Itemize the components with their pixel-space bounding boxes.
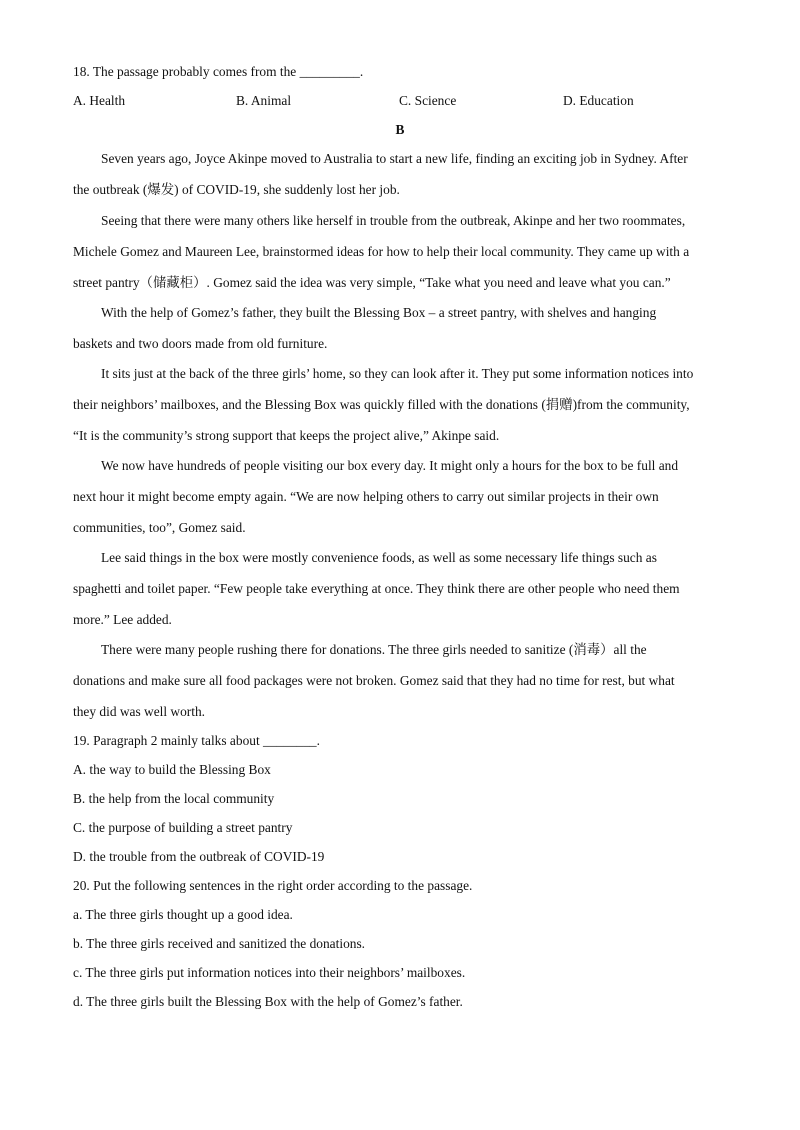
question-19-option-d: D. the trouble from the outbreak of COVID-19 xyxy=(73,849,325,864)
question-18-option-c: C. Science xyxy=(399,93,457,108)
passage-line: the outbreak (爆发) of COVID-19, she suddenly lost her job. xyxy=(73,182,400,197)
passage-line: spaghetti and toilet paper. “Few people take everything at once. They think there are other people who need them xyxy=(73,581,680,596)
passage-line: We now have hundreds of people visiting our box every day. It might only a hours for the box to be full and xyxy=(101,458,679,473)
passage-line: next hour it might become empty again. “We are now helping others to carry out similar projects in their own xyxy=(73,489,659,504)
passage-line: There were many people rushing there for donations. The three girls needed to sanitize (消毒）all the xyxy=(101,642,647,657)
passage-line: communities, too”, Gomez said. xyxy=(73,520,246,535)
passage-line: “It is the community’s strong support that keeps the project alive,” Akinpe said. xyxy=(73,428,500,443)
passage-line: more.” Lee added. xyxy=(73,612,172,627)
question-18-options xyxy=(73,93,713,109)
question-19-option-a: A. the way to build the Blessing Box xyxy=(73,762,271,777)
question-18-stem: 18. The passage probably comes from the _________. xyxy=(73,64,364,79)
question-20-item-c: c. The three girls put information notices into their neighbors’ mailboxes. xyxy=(73,965,466,980)
question-20-item-a: a. The three girls thought up a good idea. xyxy=(73,907,293,922)
passage-line: Seeing that there were many others like herself in trouble from the outbreak, Akinpe and her two roommates, xyxy=(101,213,686,228)
question-20-item-d: d. The three girls built the Blessing Box with the help of Gomez’s father. xyxy=(73,994,463,1009)
passage-line: Michele Gomez and Maureen Lee, brainstormed ideas for how to help their local community. They came up with a xyxy=(73,244,690,259)
passage-line: street pantry（储藏柜）. Gomez said the idea was very simple, “Take what you need and leave what you can.” xyxy=(73,275,671,290)
passage-line: With the help of Gomez’s father, they built the Blessing Box – a street pantry, with shelves and hanging xyxy=(101,305,657,320)
passage-line: donations and make sure all food packages were not broken. Gomez said that they had no time for rest, but what xyxy=(73,673,675,688)
question-19-option-b: B. the help from the local community xyxy=(73,791,275,806)
question-18-option-a: A. Health xyxy=(73,93,126,108)
question-18-option-b: B. Animal xyxy=(236,93,292,108)
question-19-stem: 19. Paragraph 2 mainly talks about ________. xyxy=(73,733,320,748)
passage-line: It sits just at the back of the three girls’ home, so they can look after it. They put some information notices into xyxy=(101,366,694,381)
passage-line: Seven years ago, Joyce Akinpe moved to Australia to start a new life, finding an exciting job in Sydney. After xyxy=(101,151,688,166)
question-18-option-d: D. Education xyxy=(563,93,634,108)
passage-line: baskets and two doors made from old furniture. xyxy=(73,336,328,351)
passage-line: they did was well worth. xyxy=(73,704,206,719)
question-20-item-b: b. The three girls received and sanitized the donations. xyxy=(73,936,366,951)
question-19-option-c: C. the purpose of building a street pantry xyxy=(73,820,293,835)
passage-line: their neighbors’ mailboxes, and the Blessing Box was quickly filled with the donations (捐赠)from the community, xyxy=(73,397,690,412)
passage-line: Lee said things in the box were mostly convenience foods, as well as some necessary life things such as xyxy=(101,550,657,565)
question-20-stem: 20. Put the following sentences in the right order according to the passage. xyxy=(73,878,473,893)
section-title: B xyxy=(395,122,405,137)
